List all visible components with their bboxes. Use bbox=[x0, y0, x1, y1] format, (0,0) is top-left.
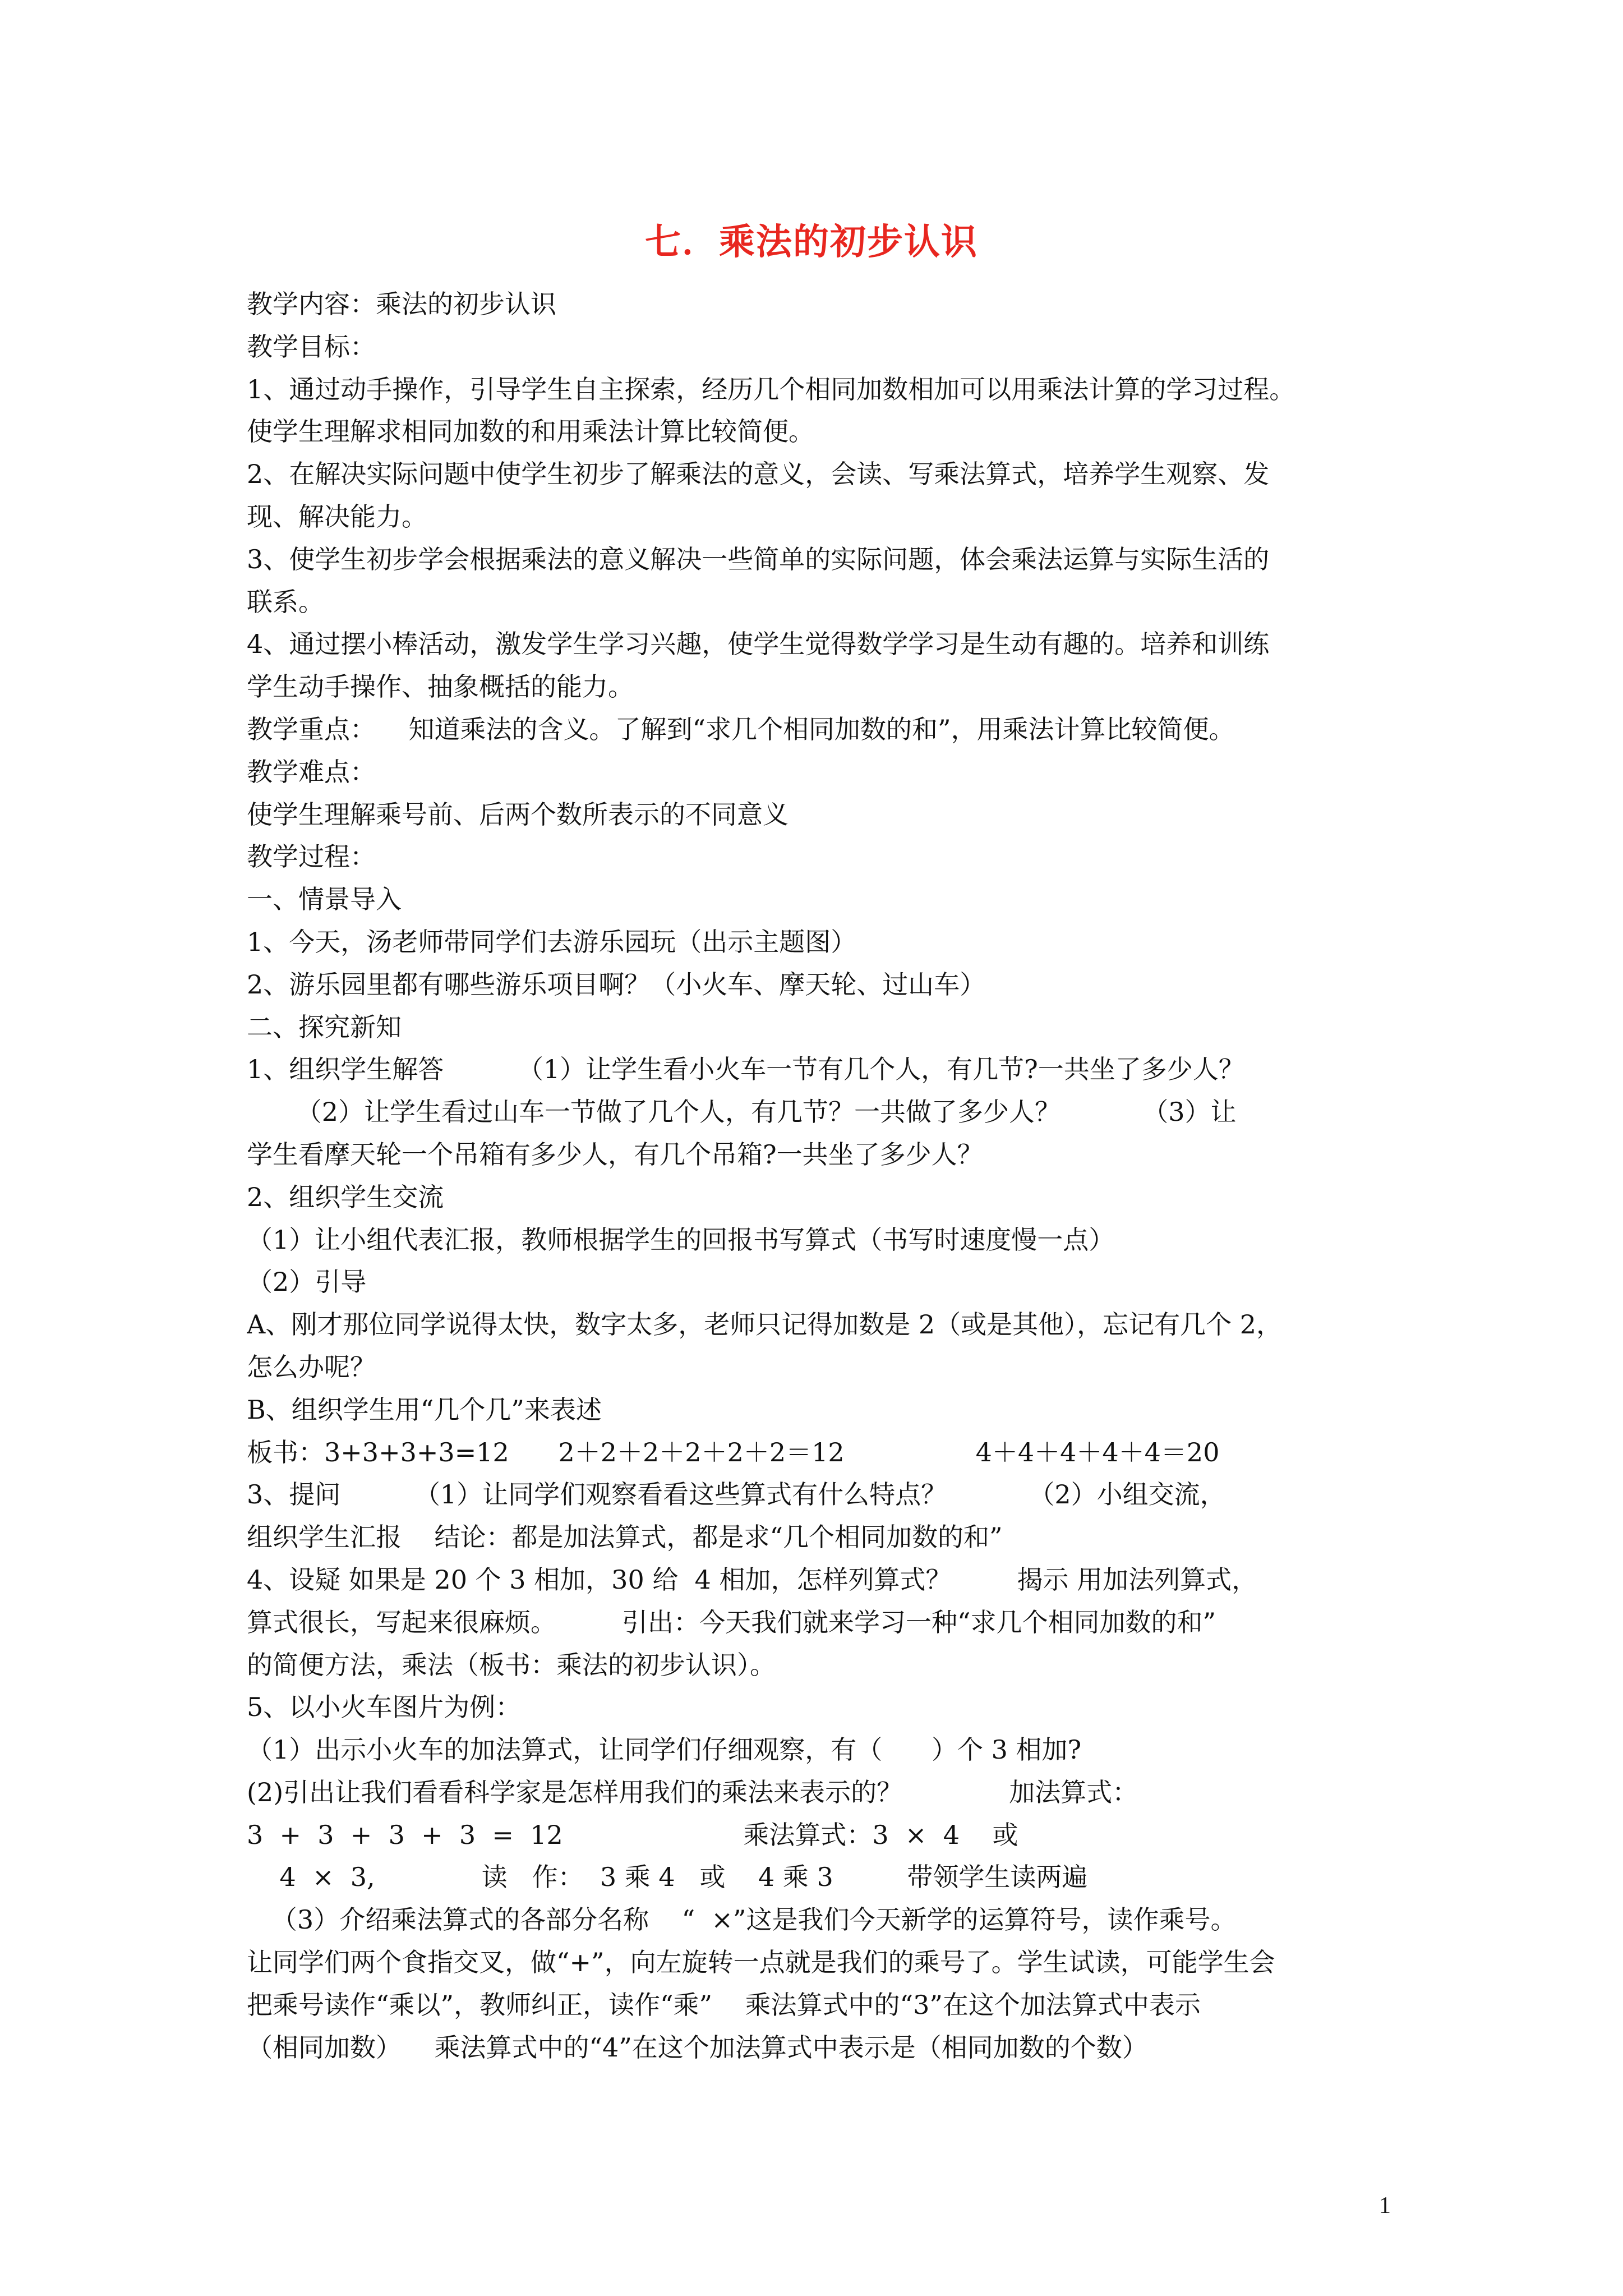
text-line: 教学内容：乘法的初步认识 bbox=[247, 289, 556, 319]
text-line: B、组织学生用“几个几”来表述 bbox=[247, 1394, 602, 1425]
text-line: 使学生理解求相同加数的和用乘法计算比较简便。 bbox=[247, 416, 814, 447]
text-line: 3 + 3 + 3 + 3 = 12 乘法算式：3 × 4 或 bbox=[247, 1819, 1018, 1850]
text-line: 怎么办呢？ bbox=[247, 1351, 376, 1382]
text-line: 1、通过动手操作，引导学生自主探索，经历几个相同加数相加可以用乘法计算的学习过程。 bbox=[247, 374, 1295, 404]
text-line: 4 × 3, 读 作： 3 乘 4 或 4 乘 3 带领学生读两遍 bbox=[247, 1862, 1088, 1893]
text-line: 算式很长，写起来很麻烦。 引出：今天我们就来学习一种“求几个相同加数的和” bbox=[247, 1607, 1216, 1637]
text-line: （1）让小组代表汇报，教师根据学生的回报书写算式（书写时速度慢一点） bbox=[247, 1224, 1115, 1255]
text-line: （3）介绍乘法算式的各部分名称 “ ×”这是我们今天新学的运算符号，读作乘号。 bbox=[247, 1904, 1237, 1935]
text-line: 2、组织学生交流 bbox=[247, 1181, 444, 1212]
text-line: 4、设疑 如果是 20 个 3 相加，30 给 4 相加，怎样列算式？ 揭示 用加法列算式， bbox=[247, 1564, 1258, 1595]
text-line: 2、在解决实际问题中使学生初步了解乘法的意义，会读、写乘法算式，培养学生观察、发 bbox=[247, 459, 1270, 490]
text-line: (2)引出让我们看看科学家是怎样用我们的乘法来表示的？ 加法算式： bbox=[247, 1777, 1138, 1807]
page-number: 1 bbox=[1379, 2193, 1391, 2219]
text-line: 使学生理解乘号前、后两个数所表示的不同意义 bbox=[247, 799, 789, 830]
text-line: 3、使学生初步学会根据乘法的意义解决一些简单的实际问题，体会乘法运算与实际生活的 bbox=[247, 544, 1270, 574]
text-line: 组织学生汇报 结论：都是加法算式，都是求“几个相同加数的和” bbox=[247, 1522, 1003, 1553]
text-line: 教学难点： bbox=[247, 756, 376, 787]
text-line: 1、组织学生解答 （1）让学生看小火车一节有几个人，有几节?一共坐了多少人？ bbox=[247, 1054, 1244, 1085]
text-line: 1、今天，汤老师带同学们去游乐园玩（出示主题图） bbox=[247, 926, 857, 957]
text-line: 学生看摩天轮一个吊箱有多少人，有几个吊箱?一共坐了多少人？ bbox=[247, 1139, 983, 1170]
text-line: 教学目标： bbox=[247, 331, 376, 362]
text-line: 4、通过摆小棒活动，激发学生学习兴趣，使学生觉得数学学习是生动有趣的。培养和训练 bbox=[247, 629, 1270, 660]
text-line: 板书：3+3+3+3=12 2＋2＋2＋2＋2＋2＝12 4＋4＋4＋4＋4＝20 bbox=[247, 1437, 1220, 1467]
text-line: A、刚才那位同学说得太快，数字太多，老师只记得加数是 2（或是其他），忘记有几个 2， bbox=[247, 1309, 1282, 1340]
text-line: 让同学们两个食指交叉，做“+”，向左旋转一点就是我们的乘号了。学生试读，可能学生会 bbox=[247, 1947, 1275, 1978]
text-line: （1）出示小火车的加法算式，让同学们仔细观察，有（ ）个 3 相加? bbox=[247, 1734, 1082, 1765]
text-line: （相同加数） 乘法算式中的“4”在这个加法算式中表示是（相同加数的个数） bbox=[247, 2032, 1148, 2063]
text-line: 联系。 bbox=[247, 586, 324, 617]
text-line: （2）引导 bbox=[247, 1267, 367, 1297]
text-line: 一、情景导入 bbox=[247, 884, 402, 915]
text-line: 二、探究新知 bbox=[247, 1011, 402, 1042]
document-body bbox=[247, 283, 1385, 2069]
text-line: 的简便方法，乘法（板书：乘法的初步认识）。 bbox=[247, 1649, 776, 1680]
text-line: 教学过程： bbox=[247, 841, 376, 872]
text-line: 把乘号读作“乘以”，教师纠正，读作“乘” 乘法算式中的“3”在这个加法算式中表示 bbox=[247, 1989, 1201, 2020]
text-line: 学生动手操作、抽象概括的能力。 bbox=[247, 671, 634, 702]
text-line: （2）让学生看过山车一节做了几个人，有几节？一共做了多少人？ （3）让 bbox=[247, 1097, 1237, 1128]
text-line: 3、提问 （1）让同学们观察看看这些算式有什么特点？ （2）小组交流， bbox=[247, 1479, 1226, 1510]
text-line: 现、解决能力。 bbox=[247, 501, 427, 532]
text-line: 教学重点： 知道乘法的含义。了解到“求几个相同加数的和”，用乘法计算比较简便。 bbox=[247, 714, 1235, 744]
document-title: 七．乘法的初步认识 bbox=[645, 221, 978, 263]
text-line: 5、以小火车图片为例： bbox=[247, 1692, 522, 1723]
text-line: 2、游乐园里都有哪些游乐项目啊？（小火车、摩天轮、过山车） bbox=[247, 969, 986, 1000]
